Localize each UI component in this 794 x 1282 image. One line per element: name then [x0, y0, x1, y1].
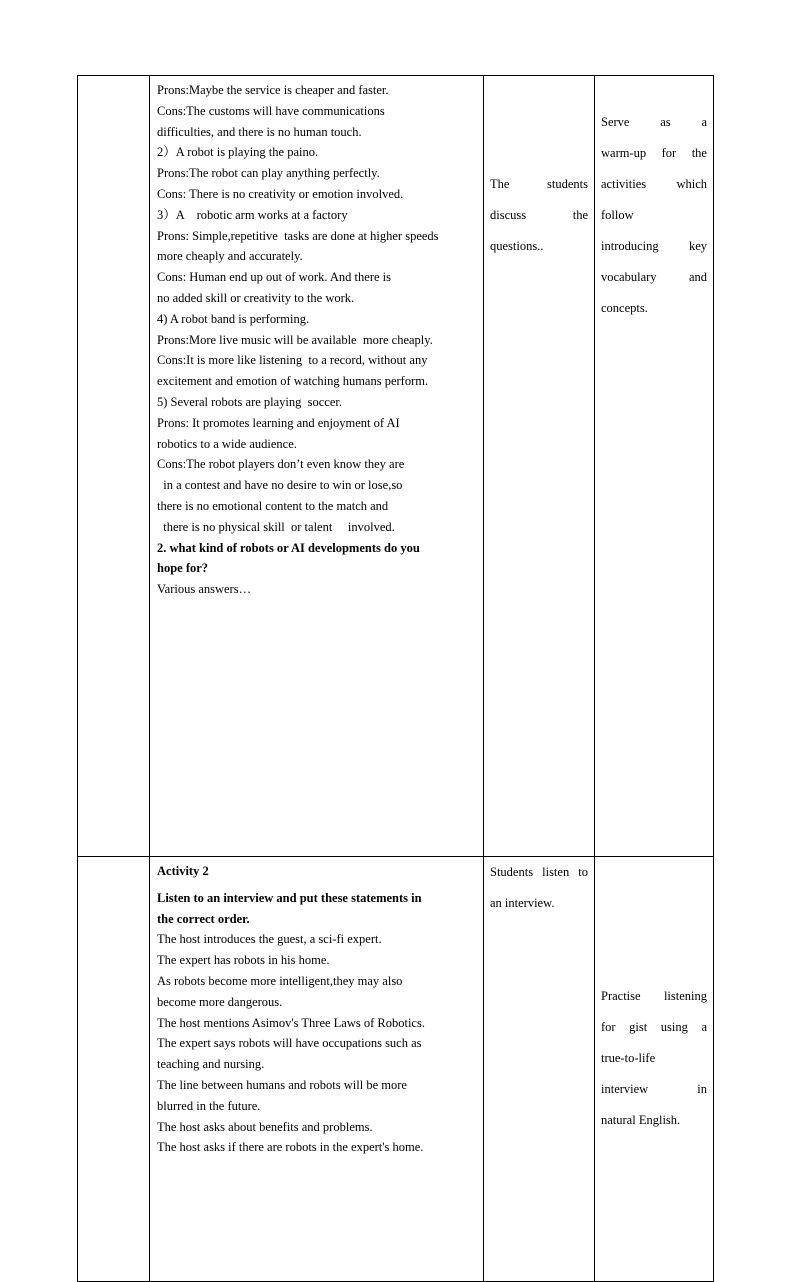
content-cell	[150, 76, 484, 857]
text-line: vocabulary and	[601, 270, 707, 284]
student-activity-cell	[484, 76, 595, 857]
text-line: Cons:It is more like listening to a record, without any	[157, 353, 428, 368]
student-activity-text	[484, 169, 594, 262]
text-line: difficulties, and there is no human touch.	[157, 124, 362, 139]
step-cell	[78, 857, 150, 1282]
text-line: follow	[601, 208, 634, 222]
text-line: hope for?	[157, 561, 209, 576]
text-line: The host introduces the guest, a sci-fi expert.	[157, 932, 382, 947]
text-line: blurred in the future.	[157, 1098, 261, 1113]
text-line: Prons: It promotes learning and enjoyment of AI	[157, 415, 400, 430]
table-row	[78, 857, 714, 1282]
text-line: 4) A robot band is performing.	[157, 311, 310, 326]
text-line: Practise listening	[601, 989, 707, 1003]
text-line: an interview.	[490, 896, 555, 910]
text-line: The host asks about benefits and problems.	[157, 1119, 373, 1134]
text-line: Cons:The robot players don’t even know they are	[157, 457, 405, 472]
text-line: The line between humans and robots will be more	[157, 1077, 407, 1092]
step-cell	[78, 76, 150, 857]
student-activity-cell	[484, 857, 595, 1282]
text-line: become more dangerous.	[157, 994, 283, 1009]
text-line: Serve as a	[601, 115, 707, 129]
text-line: robotics to a wide audience.	[157, 436, 297, 451]
text-line: there is no physical skill or talent involved.	[157, 519, 395, 534]
text-line: warm-up for the	[601, 146, 707, 160]
lesson-plan-table	[77, 75, 714, 1282]
text-line: Students listen to	[490, 865, 588, 879]
activity-statements	[157, 888, 477, 1158]
table-row	[78, 76, 714, 857]
text-line: for gist using a	[601, 1020, 707, 1034]
text-line: Prons: Simple,repetitive tasks are done at higher speeds	[157, 228, 439, 243]
text-line: in a contest and have no desire to win or lose,so	[157, 478, 403, 493]
text-line: more cheaply and accurately.	[157, 249, 303, 264]
activity-title: Activity 2	[157, 864, 209, 878]
text-line: there is no emotional content to the match and	[157, 498, 389, 513]
purpose-text	[595, 107, 713, 324]
purpose-text	[595, 981, 713, 1136]
text-line: true-to-life	[601, 1051, 656, 1065]
content-lines	[150, 857, 483, 1158]
student-activity-text	[484, 857, 594, 919]
text-line: 5) Several robots are playing soccer.	[157, 394, 343, 409]
text-line: Cons: Human end up out of work. And there is	[157, 270, 392, 285]
text-line: introducing key	[601, 239, 707, 253]
text-line: Cons: There is no creativity or emotion involved.	[157, 186, 404, 201]
text-line: activities which	[601, 177, 707, 191]
text-line: teaching and nursing.	[157, 1057, 265, 1072]
text-line: Prons:Maybe the service is cheaper and faster.	[157, 83, 389, 97]
text-line: interview in	[601, 1082, 707, 1096]
text-line: The expert has robots in his home.	[157, 953, 330, 968]
text-line: excitement and emotion of watching humans perform.	[157, 374, 429, 389]
text-line: Prons:The robot can play anything perfectly.	[157, 166, 380, 181]
text-line: concepts.	[601, 301, 648, 315]
text-line: The students	[490, 177, 588, 191]
text-line: 2. what kind of robots or AI developments do you	[157, 540, 420, 555]
text-line: The host asks if there are robots in the expert's home.	[157, 1140, 424, 1155]
content-cell	[150, 857, 484, 1282]
text-line: Various answers…	[157, 582, 252, 597]
text-line: Listen to an interview and put these statements in	[157, 890, 422, 905]
text-line: 2）A robot is playing the paino.	[157, 145, 319, 160]
text-line: questions..	[490, 239, 544, 253]
text-line: The host mentions Asimov's Three Laws of Robotics.	[157, 1015, 425, 1030]
text-line: the correct order.	[157, 911, 250, 926]
text-line: 3）A robotic arm works at a factory	[157, 207, 348, 222]
text-line: natural English.	[601, 1113, 681, 1127]
text-line: no added skill or creativity to the work.	[157, 290, 355, 305]
text-line: The expert says robots will have occupations such as	[157, 1036, 422, 1051]
text-line: Prons:More live music will be available more cheaply.	[157, 332, 433, 347]
text-line: Cons:The customs will have communications	[157, 103, 385, 118]
content-lines	[150, 76, 483, 600]
purpose-cell	[595, 76, 714, 857]
text-line: discuss the	[490, 208, 588, 222]
text-line: As robots become more intelligent,they may also	[157, 973, 403, 988]
purpose-cell	[595, 857, 714, 1282]
